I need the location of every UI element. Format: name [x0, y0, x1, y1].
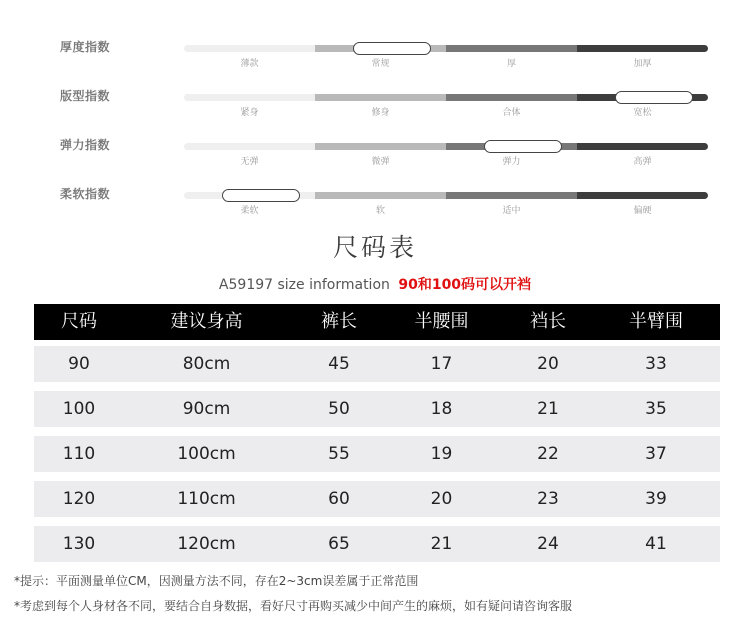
header-size: 尺码 [61, 311, 97, 332]
cell-crotch-length: 22 [537, 444, 559, 464]
footnote-measurement: *提示：平面测量单位CM，因测量方法不同，存在2~3cm误差属于正常范围 [14, 574, 419, 588]
attr-row-fit [0, 91, 750, 131]
cell-height: 90cm [182, 399, 231, 419]
cell-size: 110 [62, 444, 96, 464]
scale-segment [446, 94, 577, 101]
cell-crotch-length: 21 [537, 399, 559, 419]
attr-label: 柔软指数 [60, 187, 111, 201]
table-row [34, 346, 720, 382]
scale-segment [446, 45, 577, 52]
cell-half-waist: 18 [430, 399, 453, 419]
header-pants-length: 裤长 [321, 311, 357, 332]
level-label: 常规 [371, 59, 390, 69]
cell-height: 120cm [177, 534, 236, 554]
level-label: 高弹 [633, 157, 652, 167]
scale-segment [315, 94, 446, 101]
level-label: 薄款 [240, 59, 259, 69]
cell-crotch-length: 24 [537, 534, 559, 554]
attr-row-elasticity [0, 140, 750, 180]
level-label: 紧身 [240, 108, 259, 118]
table-row [34, 526, 720, 562]
scale-segment [577, 192, 708, 199]
level-label: 加厚 [633, 59, 652, 69]
attr-levels [184, 154, 708, 168]
table-row [34, 436, 720, 472]
cell-pants-length: 65 [328, 534, 350, 554]
cell-crotch-length: 23 [537, 489, 559, 509]
subtitle-text: A59197 size information [218, 277, 390, 293]
cell-size: 130 [62, 534, 96, 554]
level-label: 合体 [502, 108, 521, 118]
scale-segment [577, 45, 708, 52]
cell-size: 120 [62, 489, 96, 509]
level-label: 偏硬 [633, 206, 652, 216]
cell-height: 100cm [177, 444, 236, 464]
level-label: 柔软 [240, 206, 259, 216]
attr-scale-track [184, 45, 708, 52]
level-label: 适中 [502, 206, 521, 216]
cell-height: 110cm [177, 489, 236, 509]
attr-levels [184, 56, 708, 70]
attr-levels [184, 203, 708, 217]
attr-label: 弹力指数 [60, 138, 111, 152]
cell-half-waist: 21 [430, 534, 453, 554]
cell-half-arm: 33 [645, 354, 667, 374]
attr-label: 版型指数 [60, 89, 111, 103]
scale-segment [446, 192, 577, 199]
cell-size: 90 [68, 354, 90, 374]
cell-pants-length: 50 [328, 399, 350, 419]
scale-segment [184, 143, 315, 150]
cell-half-arm: 39 [645, 489, 667, 509]
header-height: 建议身高 [170, 311, 243, 332]
attr-row-thickness [0, 42, 750, 82]
scale-segment [184, 94, 315, 101]
level-label: 无弹 [240, 157, 259, 167]
table-row [34, 391, 720, 427]
crotch-note: 90和100码可以开裆 [398, 277, 532, 293]
attr-label: 厚度指数 [60, 40, 111, 54]
selected-level-marker [353, 42, 431, 55]
scale-segment [315, 192, 446, 199]
scale-segment [577, 143, 708, 150]
cell-half-waist: 17 [430, 354, 453, 374]
attr-levels [184, 105, 708, 119]
cell-half-arm: 41 [645, 534, 667, 554]
level-label: 修身 [371, 108, 390, 118]
header-crotch-length: 裆长 [530, 311, 566, 332]
scale-segment [184, 45, 315, 52]
table-row [34, 481, 720, 517]
cell-pants-length: 55 [328, 444, 350, 464]
size-chart-title: 尺码表 [332, 233, 417, 262]
cell-height: 80cm [182, 354, 231, 374]
size-table-header [34, 304, 720, 340]
size-chart-subtitle [0, 274, 750, 294]
cell-half-arm: 35 [645, 399, 667, 419]
selected-level-marker [615, 91, 693, 104]
attr-scale-track [184, 143, 708, 150]
cell-half-arm: 37 [645, 444, 667, 464]
cell-pants-length: 45 [328, 354, 350, 374]
cell-size: 100 [62, 399, 96, 419]
header-half-arm: 半臂围 [629, 311, 683, 332]
selected-level-marker [484, 140, 562, 153]
level-label: 宽松 [633, 108, 652, 118]
level-label: 弹力 [502, 157, 521, 167]
level-label: 软 [375, 206, 385, 216]
footnote-advice: *考虑到每个人身材各不同，要结合自身数据，看好尺寸再购买减少中间产生的麻烦，如有疑问请咨询客服 [14, 599, 573, 613]
cell-crotch-length: 20 [537, 354, 559, 374]
attr-row-softness [0, 189, 750, 229]
selected-level-marker [222, 189, 300, 202]
level-label: 微弹 [371, 157, 390, 167]
level-label: 厚 [506, 59, 516, 69]
scale-segment [315, 143, 446, 150]
header-half-waist: 半腰围 [414, 311, 469, 332]
attr-scale-track [184, 94, 708, 101]
cell-pants-length: 60 [328, 489, 350, 509]
cell-half-waist: 20 [430, 489, 453, 509]
attr-scale-track [184, 192, 708, 199]
cell-half-waist: 19 [430, 444, 453, 464]
